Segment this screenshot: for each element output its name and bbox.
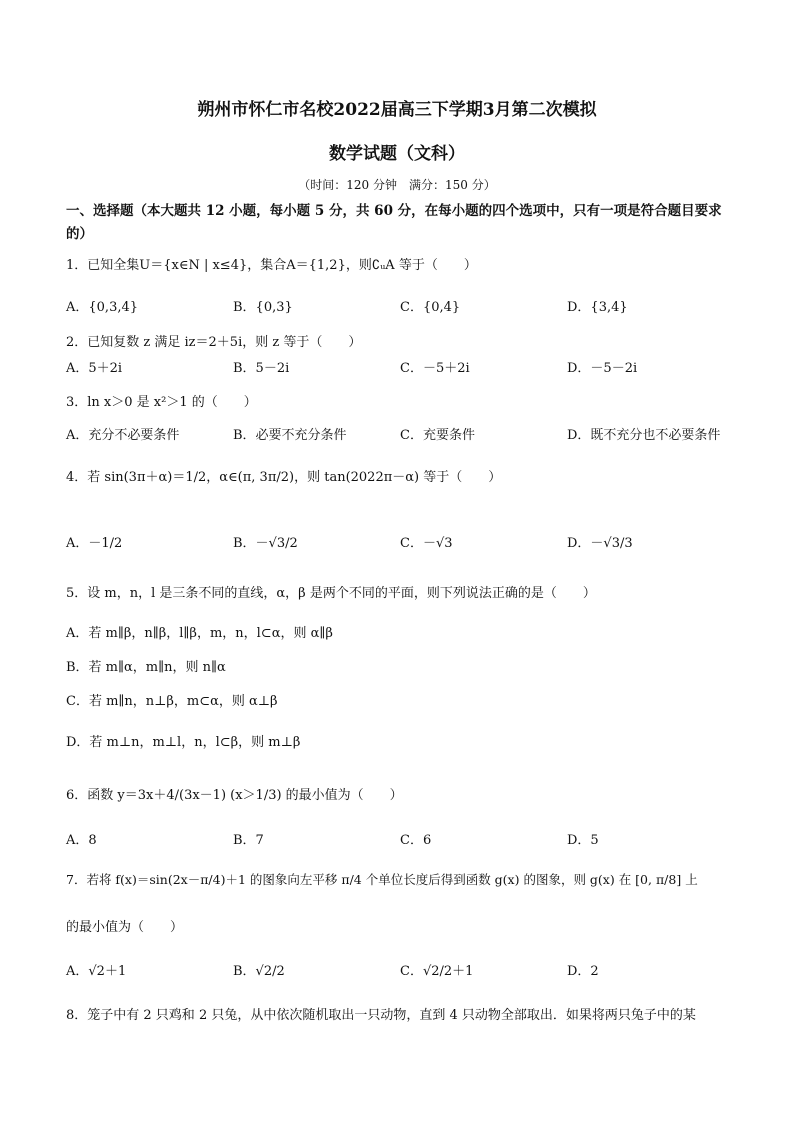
question-6-option-a: A．8 bbox=[66, 833, 97, 848]
question-3-option-a: A．充分不必要条件 bbox=[66, 428, 180, 443]
question-5-option-d: D．若 m⊥n，m⊥l，n，l⊂β，则 m⊥β bbox=[66, 735, 301, 750]
question-3-option-b: B．必要不充分条件 bbox=[233, 428, 347, 443]
exam-time-info: （时间：120 分钟 满分：150 分） bbox=[298, 178, 496, 192]
question-5-option-a: A．若 m∥β，n∥β，l∥β，m，n，l⊂α，则 α∥β bbox=[66, 626, 333, 641]
question-2-option-c: C．－5＋2i bbox=[400, 361, 470, 376]
section-heading-cont: 的） bbox=[66, 226, 93, 242]
question-4-option-d: D．－√3/3 bbox=[567, 536, 633, 551]
question-7-option-b: B．√2/2 bbox=[233, 964, 285, 979]
question-4-option-a: A．－1/2 bbox=[66, 536, 123, 551]
question-5-option-c: C．若 m∥n，n⊥β，m⊂α，则 α⊥β bbox=[66, 694, 278, 709]
question-1-option-d: D．{3,4} bbox=[567, 300, 628, 315]
question-3-option-d: D．既不充分也不必要条件 bbox=[567, 428, 721, 443]
question-3-option-c: C．充要条件 bbox=[400, 428, 475, 443]
question-2-option-a: A．5＋2i bbox=[66, 361, 123, 376]
question-5-stem: 5．设 m，n，l 是三条不同的直线，α，β 是两个不同的平面，则下列说法正确的是（ ） bbox=[66, 586, 596, 601]
question-2-option-b: B．5－2i bbox=[233, 361, 290, 376]
question-7-stem: 7．若将 f(x)＝sin(2x－π/4)＋1 的图象向左平移 π/4 个单位长度后得到函数 g(x) 的图象，则 g(x) 在 [0, π/8] 上 bbox=[66, 872, 698, 887]
question-4-option-b: B．－√3/2 bbox=[233, 536, 298, 551]
question-4-option-c: C．－√3 bbox=[400, 536, 453, 551]
section-heading: 一、选择题（本大题共 12 小题，每小题 5 分，共 60 分，在每小题的四个选项中，只有一项是符合题目要求 bbox=[66, 203, 722, 219]
question-1-option-b: B．{0,3} bbox=[233, 300, 293, 315]
question-6-option-b: B．7 bbox=[233, 833, 264, 848]
question-1-option-c: C．{0,4} bbox=[400, 300, 461, 315]
question-6-stem: 6．函数 y＝3x＋4/(3x－1) (x＞1/3) 的最小值为（ ） bbox=[66, 788, 403, 803]
question-7-option-c: C．√2/2＋1 bbox=[400, 964, 474, 979]
question-5-option-b: B．若 m∥α，m∥n，则 n∥α bbox=[66, 660, 226, 675]
question-6-option-c: C．6 bbox=[400, 833, 432, 848]
question-7-stem-cont: 的最小值为（ ） bbox=[66, 920, 184, 935]
exam-subtitle: 数学试题（文科） bbox=[329, 144, 465, 164]
question-1-stem: 1．已知全集U＝{x∈N | x≤4}，集合A＝{1,2}，则∁ᵤA 等于（ ） bbox=[66, 258, 477, 273]
question-2-stem: 2．已知复数 z 满足 iz＝2＋5i，则 z 等于（ ） bbox=[66, 335, 362, 350]
exam-title: 朔州市怀仁市名校2022届高三下学期3月第二次模拟 bbox=[197, 100, 597, 120]
question-2-option-d: D．－5－2i bbox=[567, 361, 638, 376]
question-4-stem: 4．若 sin(3π＋α)＝1/2，α∈(π, 3π/2)，则 tan(2022π－α) 等于（ ） bbox=[66, 470, 502, 485]
question-6-option-d: D．5 bbox=[567, 833, 599, 848]
question-7-option-d: D．2 bbox=[567, 964, 599, 979]
question-7-option-a: A．√2＋1 bbox=[66, 964, 127, 979]
question-1-option-a: A．{0,3,4} bbox=[66, 300, 139, 315]
question-3-stem: 3．ln x＞0 是 x²＞1 的（ ） bbox=[66, 395, 257, 410]
question-8-stem: 8．笼子中有 2 只鸡和 2 只兔，从中依次随机取出一只动物，直到 4 只动物全部取出．如果将两只兔子中的某 bbox=[66, 1008, 696, 1023]
